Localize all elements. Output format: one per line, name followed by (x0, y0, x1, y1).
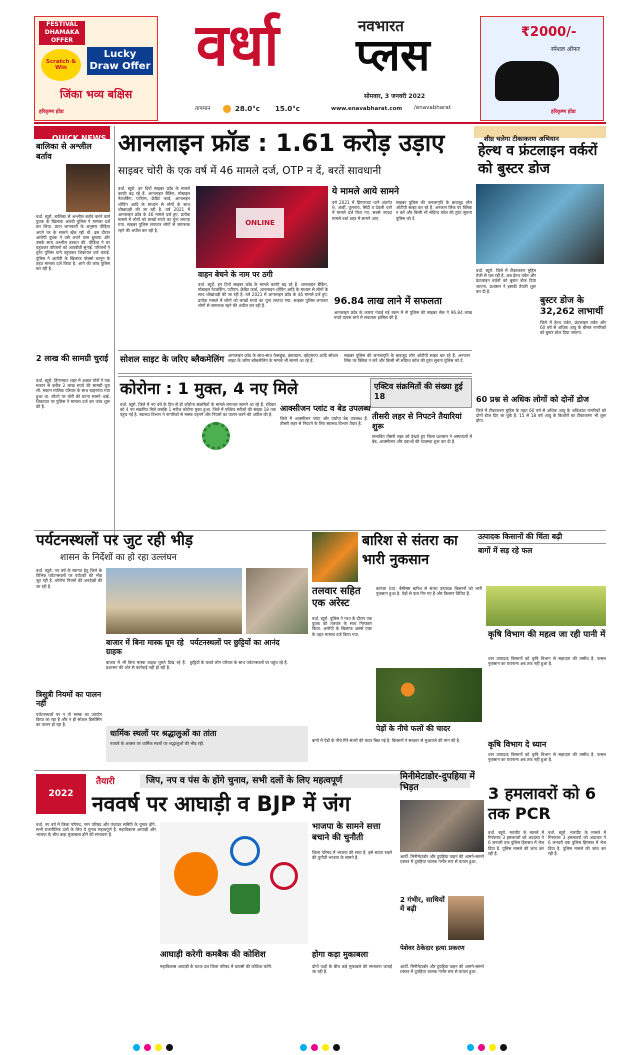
blackmail-title: सोशल साइट के जरिए ब्लैकमेलिंग (120, 355, 225, 365)
social-handle[interactable]: /enavabharat (414, 105, 451, 111)
contest-headline: होगा कड़ा मुकाबला (312, 950, 369, 959)
max-temp: 28.0°c (235, 105, 260, 113)
vaccination-banner-text: शीघ्र चलेगा टीकाकरण अभियान (484, 135, 559, 143)
brand-main: प्लस (356, 30, 430, 81)
temple-box (106, 726, 308, 762)
ad-top-label: FESTIVAL DHAMAKA OFFER (39, 21, 85, 45)
arrest-body: वर्धा. ब्यूरो. पुलिस ने गश्त के दौरान एक युवक को तलवार के साथ गिरफ्तार किया. आरोपी के खिलाफ आर्म्स एक्ट के तहत मामला दर्ज किया गया. (312, 616, 372, 637)
vaccination-photo (476, 184, 604, 264)
quick-news-label: QUICK NEWS (52, 134, 107, 143)
ad-lucky-draw: Lucky Draw Offer (87, 47, 153, 75)
quick-story1-photo (66, 164, 110, 212)
photo-caption: वाहन बेचने के नाम पर ठगी (198, 270, 273, 279)
virus-icon (202, 422, 230, 450)
bjp-body: जिला परिषद में भाजपा की सत्ता है. इसे बचाए रखने की चुनौती भाजपा के सामने है. (312, 850, 392, 861)
third-wave-body: संभावित तीसरी लहर को देखते हुए जिला प्रशासन ने अस्पतालों में बेड, आक्सीजन और दवाओं की व्यवस्था शुरू कर दी है. (372, 434, 472, 445)
bow-arrow-icon (270, 862, 298, 890)
paddy-title3: कृषि विभाग दे ध्यान (488, 740, 547, 749)
tourism-photo (106, 568, 242, 634)
blackmail-body-2: साइबर पुलिस की जनजागृति के बावजूद लोग ओटीपी साझा कर रहे हैं. अनजान लिंक पर क्लिक न करें और किसी भी संदिग्ध कॉल की तुरंत सूचना पुलिस को दें. (344, 353, 470, 364)
elections-body: वर्धा. नए वर्ष में जिला परिषद, नगर परिषद और पंचायत समिति के चुनाव होंगे. सभी राजनीतिक दलों के लिए ये चुनाव महत्वपूर्ण हैं. महाविकास आघाड़ी और भाजपा के बीच कड़ा मुकाबला होने की संभावना है. (36, 822, 156, 838)
aghadi-body: महाविकास आघाड़ी के घटक दल जिला परिषद में वापसी की कोशिश करेंगे. (160, 964, 273, 969)
party-symbols (160, 822, 308, 944)
bjp-lotus-icon (174, 852, 218, 896)
ad-brand: हरिकृष्ण होंडा (39, 109, 64, 115)
lead-photo (196, 186, 328, 268)
vaccination-headline: हेल्थ व फ्रंटलाइन वर्करों को बुस्टर डोज (478, 143, 598, 177)
side-headline: ये मामले आये सामने (332, 187, 400, 197)
bjp-headline: भाजपा के सामने सत्ता बचाने की चुनौती (312, 822, 381, 843)
accident-body: आर्वी. मिनीमेटाडोर और दुपहिया वाहन की आमने-सामने टक्कर में दुपहिया चालक गंभीर रूप से घायल हुआ. (400, 854, 484, 865)
column-divider (114, 126, 115, 546)
fruit-body: बागों में पेड़ों के नीचे गिरे संतरों की चादर बिछ गई है. किसानों ने सरकार से मुआवजे की मांग की है. (312, 738, 461, 743)
right-honda-ad[interactable] (480, 16, 604, 121)
min-temp: 15.0°c (275, 105, 300, 113)
market-headline: बाजार में बिना मास्क घूम रहे ग्राहक (106, 638, 184, 656)
masthead-rule (34, 122, 606, 124)
elections-rule (34, 770, 474, 771)
orange-body: कारंजा (घा). बेमौसम बारिश से संतरा उत्पादक किसानों को भारी नुकसान हुआ है. पेड़ों से फल गिर गए हैं और किसान चिंतित हैं. (376, 586, 482, 597)
contest-body: दोनों पक्षों के बीच कड़े मुकाबले की संभावना जताई जा रही है. (312, 964, 392, 975)
lead-headline: आनलाइन फ्रॉड : 1.61 करोड़ उड़ाए (118, 129, 445, 157)
vaccination-body: वर्धा. ब्यूरो. जिले में टीकाकरण मुहिम तेजी से चल रही है. अब हेल्थ वर्कर और फ्रंटलाइन वर्करों को बुस्टर डोज दिया जाएगा. प्रशासन ने इसकी तैयारी शुरू कर दी है. (476, 268, 536, 294)
arrest-headline: तलवार सहित एक अरेस्ट (312, 586, 361, 609)
scooter-icon (495, 61, 559, 101)
aghadi-headline: आघाड़ी करेगी कमबैक की कोशिश (160, 950, 266, 960)
masthead-title: वर्धा (196, 11, 279, 79)
elections-logo: 2022 (36, 774, 86, 814)
stat-headline: 96.84 लाख लाने में सफलता (334, 296, 442, 307)
paddy-title: कृषि विभाग की महत्व जा रही पानी में (488, 630, 606, 640)
paddy-body-2: धान उत्पादक किसानों को कृषि विभाग से सहायता की उम्मीद है. फसल नुकसान का पंचनामा अब तक नहीं हुआ है. (488, 752, 606, 763)
quick-story1-title: बालिका से अश्लील बर्ताव (36, 142, 92, 161)
covid-body: वर्धा. ब्यूरो. जिले में नए वर्ष के दिन से ही कोरोना संक्रमितों के मामले लगातार सामने आ रहे हैं. रविवार को 4 नए संक्रमित मिले जबकि 1 मरीज कोरोना मुक्त हुआ. जिले में एक्टिव मरीजों की संख्या 18 तक पहुंच गई है. स्वास्थ्य विभाग ने नागरिकों से मास्क पहनने और नियमों का पालन करने की अपील की है. (120, 402, 276, 418)
covid-rule (118, 376, 472, 377)
lead-body: वर्धा. ब्यूरो. इन दिनों साइबर फ्रॉड के मामले काफी बढ़ रहे हैं. आनलाइन बैंकिंग, मोबाइल नेटवर्किंग, एटीएम, क्रेडिट कार्ड, आनलाइन शॉपिंग आदि के माध्यम से लोगों के साथ धोखाधड़ी की जा रही है. वर्ष 2021 में आनलाइन फ्रॉड के 46 मामले दर्ज हुए. प्रत्येक मामले में लोगों को लाखों रुपये का चूना लगाया गया. साइबर पुलिस लगातार लोगों से जागरूक रहने की अपील कर रही है. (118, 186, 190, 233)
quick-story2-title: 2 लाख की सामग्री चुराई (36, 354, 109, 363)
elections-tag: तैयारी (96, 777, 115, 787)
accident-photo (400, 800, 484, 852)
ad-special-tag: स्पेशल ऑफर (551, 46, 581, 53)
tourism-photo-2 (246, 568, 308, 634)
booster-stat-headline: बुस्टर डोज के 32,262 लाभार्थी (540, 296, 604, 317)
temple-headline: धार्मिक स्थलों पर श्रद्धालुओं का तांता (110, 729, 217, 738)
oxygen-headline: आक्सीजन प्लांट व बेड उपलब्ध (280, 404, 371, 413)
ad-scratch-label: Scratch & Win (41, 49, 81, 81)
tourism-side-title: त्रिसूत्री नियमों का पालन नहीं (36, 690, 102, 708)
orange-headline: बारिश से संतरा का भारी नुकसान (362, 533, 458, 568)
pcr-body: वर्धा. ब्यूरो. मारपीट के मामले में गिरफ्तार 3 हमलावरों को अदालत ने 6 जनवरी तक पुलिस हिरासत में भेज दिया है. पुलिस मामले की जांच कर रही है. (488, 830, 544, 856)
orange-photo-2 (376, 668, 482, 722)
third-wave-headline: तीसरी लहर से निपटने तैयारियां शुरू (372, 412, 462, 431)
orange-sidebar1: उत्पादक किसानों की चिंता बढ़ी (478, 532, 606, 544)
ad-price: ₹2000/- (521, 25, 577, 40)
lead-body-2: वर्धा. ब्यूरो. इन दिनों साइबर फ्रॉड के मामले काफी बढ़ रहे हैं. आनलाइन बैंकिंग, मोबाइल नेटवर्किंग, एटीएम, क्रेडिट कार्ड, आनलाइन शॉपिंग आदि के माध्यम से लोगों के साथ धोखाधड़ी की जा रही है. वर्ष 2021 में आनलाइन फ्रॉड के 46 मामले दर्ज हुए. प्रत्येक मामले में लोगों को लाखों रुपये का चूना लगाया गया. साइबर पुलिस लगातार लोगों से जागरूक रहने की अपील कर रही है. (198, 282, 328, 308)
tourism-headline: पर्यटनस्थलों पर जुट रही भीड़ (36, 531, 193, 549)
weather-label: तापमान (195, 106, 211, 112)
accused-photo (448, 896, 484, 940)
stat-body: आनलाइन फ्रॉड के कारण गंवाई गई रकम में से पुलिस की साइबर सेल ने 96.84 लाख रुपये वापस लाने में सफलता हासिल की है. (334, 310, 472, 321)
orange-photo (312, 532, 358, 582)
ad-bottom-label: जिंका भव्य बक्षिस (59, 88, 133, 101)
accident-side: 2 गंभीर, साथियों में बढ़ी (400, 896, 445, 913)
ad-brand-right: हरिकृष्ण होंडा (551, 109, 576, 115)
orange-sidebar2: बागों में सड़ रहे फल (478, 546, 533, 555)
hand-icon (230, 884, 260, 914)
sun-icon (223, 105, 231, 113)
pcr-body-2: वर्धा. ब्यूरो. मारपीट के मामले में गिरफ्तार 3 हमलावरों को अदालत ने 6 जनवरी तक पुलिस हिरासत में भेज दिया है. पुलिस मामले की जांच कर रही है. (548, 830, 606, 856)
elections-kicker: जिप, नप व पंस के होंगे चुनाव, सभी दलों के लिए महत्वपूर्ण (140, 774, 470, 788)
accident-caption: पेशेवर ठेकेदार हत्या प्रकरण (400, 944, 465, 952)
lead-side-box (332, 186, 472, 294)
holiday-body: छुट्टियों के चलते लोग परिवार के साथ पर्यटनस्थलों पर पहुंच रहे हैं. (190, 660, 288, 665)
website-link[interactable]: www.enavabharat.com (331, 106, 403, 112)
lead-subhead: साइबर चोरी के एक वर्ष में 46 मामले दर्ज, OTP न दें, बरतें सावधानी (118, 165, 382, 177)
left-festival-ad[interactable] (34, 16, 158, 121)
holiday-headline: पर्यटनस्थलों पर छुट्टियों का आनंद (190, 638, 280, 647)
registration-marks (34, 1036, 606, 1046)
lead-photo-overlay-icon: ONLINE (236, 208, 284, 238)
paddy-photo (486, 586, 606, 626)
tourism-body: वर्धा. ब्यूरो. नए वर्ष के स्वागत हेतु जिले के विभिन्न पर्यटनस्थलों पर पर्यटकों की भीड़ जुट रही है. कोरोना नियमों की अनदेखी की जा रही है. (36, 568, 102, 589)
pcr-headline: 3 हमलावरों को 6 तक PCR (488, 784, 597, 823)
blackmail-box-panel (118, 350, 472, 374)
accident-headline: मिनीमेटाडोर-दुपहिया में भिड़त (400, 772, 475, 793)
side-body-2: साइबर पुलिस की जनजागृति के बावजूद लोग ओटीपी साझा कर रहे हैं. अनजान लिंक पर क्लिक न करें और किसी भी संदिग्ध कॉल की तुरंत सूचना पुलिस को दें. (396, 200, 472, 221)
quick-story1-body: वर्धा. ब्यूरो. बालिका से अश्लील बर्ताव करने वाले युवक के खिलाफ आरवी पुलिस ने मामला दर्ज कर लिया. प्राप्त जानकारी के अनुसार पीड़िता अपने घर के सामने खेल रही थी. इस दौरान आरोपी युवक ने उसे अपने पास बुलाया और उसके साथ अश्लील हरकत की. पीड़िता ने घर पहुंचकर परिजनों को आपबीती सुनाई. परिजनों ने तुरंत पुलिस थाने पहुंचकर शिकायत दर्ज कराई. पुलिस ने आरोपी के खिलाफ पोक्सो कानून के तहत मामला दर्ज किया है. आगे की जांच पुलिस कर रही है. (36, 214, 110, 272)
tourism-side-body: पर्यटनस्थलों पर न तो मास्क का उपयोग किया जा रहा है और न ही सोशल डिस्टेंसिंग का पालन हो रहा है. (36, 712, 102, 728)
accident-body-2: आर्वी. मिनीमेटाडोर और दुपहिया वाहन की आमने-सामने टक्कर में दुपहिया चालक गंभीर रूप से घायल हुआ. (400, 964, 484, 975)
orange-sidebar (478, 532, 606, 582)
covid-headline: कोरोना : 1 मुक्त, 4 नए मिले (120, 379, 298, 398)
elections-headline: नववर्ष पर आघाड़ी व BJP में जंग (92, 792, 351, 816)
quick-news-header (34, 126, 110, 143)
fruit-headline: पेड़ों के नीचे फलों की चादर (376, 724, 451, 733)
tourism-subhead: शासन के निर्देशों का हो रहा उल्लंघन (60, 553, 177, 563)
vaccination-banner (474, 126, 606, 143)
paddy-body: धान उत्पादक किसानों को कृषि विभाग से सहायता की उम्मीद है. फसल नुकसान का पंचनामा अब तक नहीं हुआ है. (488, 656, 606, 667)
oxygen-body: जिले में आक्सीजन प्लांट और पर्याप्त बेड उपलब्ध हैं. तीसरी लहर से निपटने के लिए स्वास्थ्य विभाग तैयार है. (280, 416, 368, 427)
temple-body: नववर्ष के अवसर पर धार्मिक स्थलों पर श्रद्धालुओं की भीड़ रही. (110, 741, 205, 746)
market-body: बाजार में भी बिना मास्क ग्राहक घूमते दिख रहे हैं. प्रशासन की ओर से कार्रवाई नहीं हो रही है. (106, 660, 186, 671)
senior-headline: 60 प्रश्न से अधिक लोगों को दोनों डोज (476, 395, 589, 404)
senior-body: जिले में टीकाकरण मुहिम के तहत 60 वर्ष से अधिक आयु के अधिकांश नागरिकों को दोनों डोज दिए जा चुके हैं. 15 से 18 वर्ष आयु के किशोरों का टीकाकरण भी शुरू होगा. (476, 408, 606, 424)
booster-stat-body: जिले में हेल्थ वर्कर, फ्रंटलाइन वर्कर और 60 वर्ष से अधिक आयु के बीमार नागरिकों को बुस्टर डोज दिया जाएगा. (540, 320, 606, 336)
brand-top: नवभारत (358, 17, 404, 35)
masthead-date: सोमवार, 3 जनवरी 2022 (364, 93, 426, 100)
clock-icon (230, 836, 260, 866)
quick-story2-body: वर्धा. ब्यूरो. हिंगणघाट शहर में अज्ञात चोरों ने एक मकान से करीब 2 लाख रुपये की सामग्री चुरा ली. मकान मालिक परिवार के साथ बाहरगांव गया हुआ था. लौटने पर चोरी की घटना सामने आई. शिकायत पर पुलिस ने मामला दर्ज कर जांच शुरू की है. (36, 378, 110, 410)
blackmail-body: आनलाइन फ्रॉड के साथ-साथ फेसबुक, इंस्टाग्राम, व्हॉट्सएप आदि सोशल साइट के जरिए ब्लैकमेलिंग के मामले भी सामने आ रहे हैं. (228, 353, 338, 364)
side-body: वर्ष 2021 में हिंगणघाट थाने अंतर्गत 9, आर्वी, पुलगांव, सिंदी व देवली थाने में मामले दर्ज किए गए. सबसे ज्यादा मामले वर्धा शहर में सामने आए. (332, 200, 392, 221)
active-cases-headline: एक्टिव संक्रमितों की संख्या हुई 18 (374, 382, 463, 401)
